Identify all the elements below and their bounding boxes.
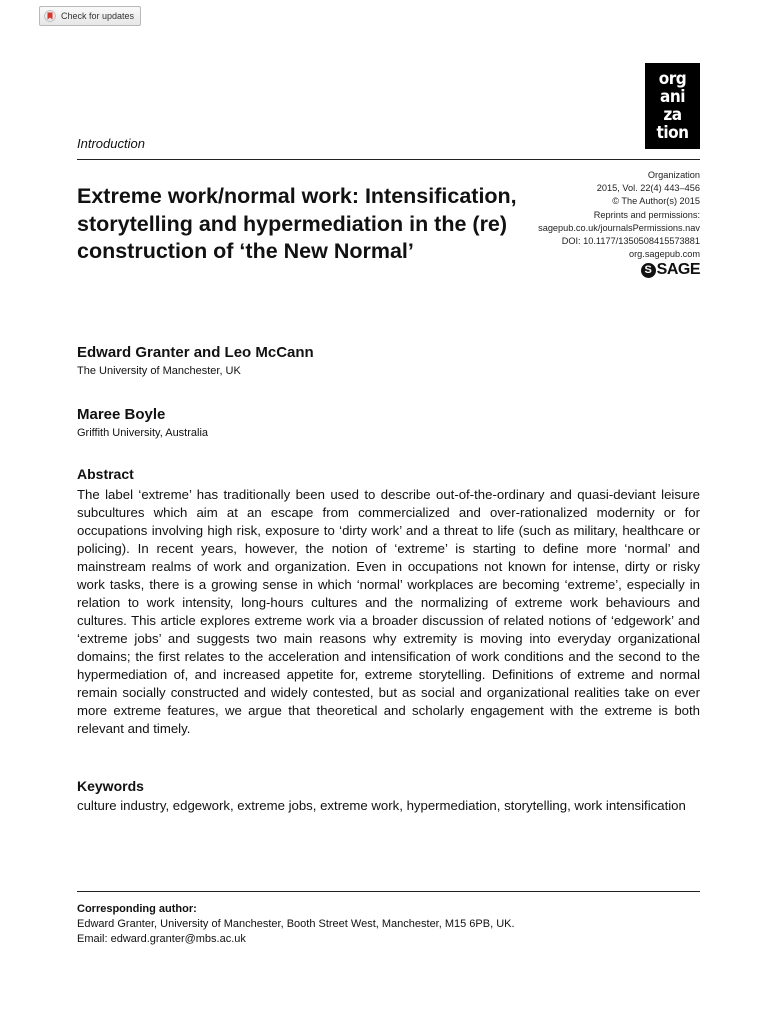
section-label: Introduction [77,136,145,151]
divider [77,159,700,160]
sage-circle-icon: S [641,263,656,278]
corresponding-author-heading: Corresponding author: [77,903,197,915]
article-title: Extreme work/normal work: Intensification, storytelling and hypermediation in the (re) construction of ‘the New Normal’ [77,184,517,263]
bookmark-icon [44,10,56,22]
keywords-heading: Keywords [77,778,144,794]
logo-line: ani [660,87,685,107]
keywords-text: culture industry, edgework, extreme jobs, extreme work, hypermediation, storytelling, work intensification [77,798,686,813]
logo-line: za [663,105,682,125]
abstract-heading: Abstract [77,466,134,482]
permissions-link[interactable]: sagepub.co.uk/journalsPermissions.nav [538,222,700,233]
abstract-text: The label ‘extreme’ has traditionally been used to describe out-of-the-ordinary and quasi-deviant leisure subcultures which aim at an escape from commercialized and over-rationalized modernity or for occupations involving high risk, exposure to ‘dirty work’ and a threat to life (such as military, healthcare or policing). In recent years, however, the notion of ‘extreme’ is starting to define more ‘normal’ and mainstream realms of work and organization. Even in occupations not known for intense, dirty or risky work tasks, there is a growing sense in which ‘normal’ workplaces are becoming ‘extreme’, especially in relation to work intensity, long-hours cultures and the normalizing of extreme work behaviours and cultures. This article explores extreme work via a broader discussion of related notions of ‘edgework’ and ‘extreme jobs’ and suggests two main reasons why extremity is moving into everyday organizational domains; the first relates to the acceleration and intensification of work conditions and the second to the hypermediation of, and increased appetite for, extreme storytelling. Definitions of extreme and normal remain socially constructed and widely contested, but as social and organizational realities take on ever more extreme features, we argue that theoretical and scholarly engagement with the extreme is both relevant and timely. [77,487,700,736]
check-for-updates-button[interactable] [39,6,141,26]
sage-wordmark: SAGE [656,261,700,278]
footnote-divider [77,891,700,892]
sage-logo [641,261,700,279]
reprints-label: Reprints and permissions: [593,209,700,220]
author-names: Maree Boyle [77,406,166,423]
corresponding-author-address: Edward Granter, University of Manchester, Booth Street West, Manchester, M15 6PB, UK. [77,918,515,930]
doi-link[interactable]: DOI: 10.1177/1350508415573881 [561,236,700,247]
copyright: © The Author(s) 2015 [612,196,700,207]
journal-site-link[interactable]: org.sagepub.com [629,249,700,260]
author-names: Edward Granter and Leo McCann [77,344,314,361]
author-affiliation: The University of Manchester, UK [77,365,241,377]
journal-name: Organization [647,170,700,180]
author-affiliation: Griffith University, Australia [77,427,209,439]
check-for-updates-label: Check for updates [61,11,135,21]
logo-line: tion [656,123,689,143]
journal-volume: 2015, Vol. 22(4) 443–456 [596,183,700,194]
corresponding-author-email[interactable]: Email: edward.granter@mbs.ac.uk [77,933,246,945]
journal-logo [645,63,700,149]
logo-line: org [658,69,687,89]
